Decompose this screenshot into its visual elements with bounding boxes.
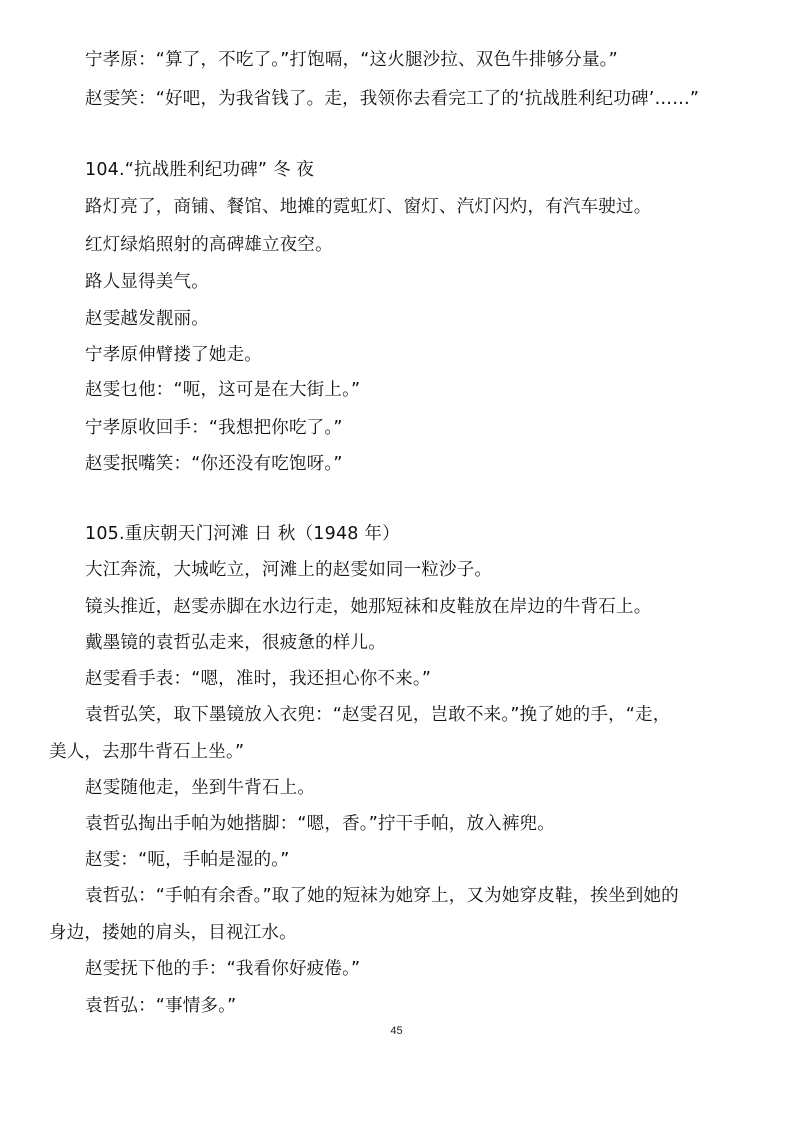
dialogue-line: 袁哲弘：“手帕有余香。”取了她的短袜为她穿上，又为她穿皮鞋，挨坐到她的 [85,886,679,906]
dialogue-line: 宁孝原收回手：“我想把你吃了。” [85,418,343,438]
scene-heading: 105.重庆朝天门河滩 日 秋（1948 年） [85,524,400,544]
action-line: 路灯亮了，商铺、餐馆、地摊的霓虹灯、窗灯、汽灯闪灼，有汽车驶过。 [85,197,652,217]
scene-heading: 104.“抗战胜利纪功碑” 冬 夜 [85,160,315,180]
dialogue-line: 赵雯乜他：“呃，这可是在大街上。” [85,380,361,400]
dialogue-line-continued: 身边，搂她的肩头，目视江水。 [49,923,297,943]
action-line: 路人显得美气。 [85,272,209,292]
dialogue-line: 袁哲弘掏出手帕为她揩脚：“嗯，香。”拧干手帕，放入裤兜。 [85,814,555,834]
action-line: 赵雯越发靓丽。 [85,309,209,329]
action-line: 镜头推近，赵雯赤脚在水边行走，她那短袜和皮鞋放在岸边的牛背石上。 [85,597,652,617]
dialogue-line: 宁孝原：“算了，不吃了。”打饱嗝，“这火腿沙拉、双色牛排够分量。” [85,50,618,70]
page-number: 45 [390,1025,403,1037]
action-line: 赵雯随他走，坐到牛背石上。 [85,778,316,798]
action-line: 大江奔流，大城屹立，河滩上的赵雯如同一粒沙子。 [85,560,493,580]
dialogue-line: 赵雯看手表：“嗯，准时，我还担心你不来。” [85,669,432,689]
dialogue-line: 赵雯：“呃，手帕是湿的。” [85,850,290,870]
dialogue-line-continued: 美人，去那牛背石上坐。” [49,742,245,762]
dialogue-line: 赵雯抚下他的手：“我看你好疲倦。” [85,959,361,979]
action-line: 红灯绿焰照射的高碑雄立夜空。 [85,235,333,255]
action-line: 宁孝原伸臂搂了她走。 [85,345,262,365]
dialogue-line: 袁哲弘笑，取下墨镜放入衣兜：“赵雯召见，岂敢不来。”挽了她的手，“走， [85,705,671,725]
dialogue-line: 赵雯笑：“好吧，为我省钱了。走，我领你去看完工了的‘抗战胜利纪功碑’……” [85,89,700,109]
dialogue-line: 赵雯抿嘴笑：“你还没有吃饱呀。” [85,454,343,474]
action-line: 戴墨镜的袁哲弘走来，很疲惫的样儿。 [85,633,386,653]
dialogue-line: 袁哲弘：“事情多。” [85,996,237,1016]
